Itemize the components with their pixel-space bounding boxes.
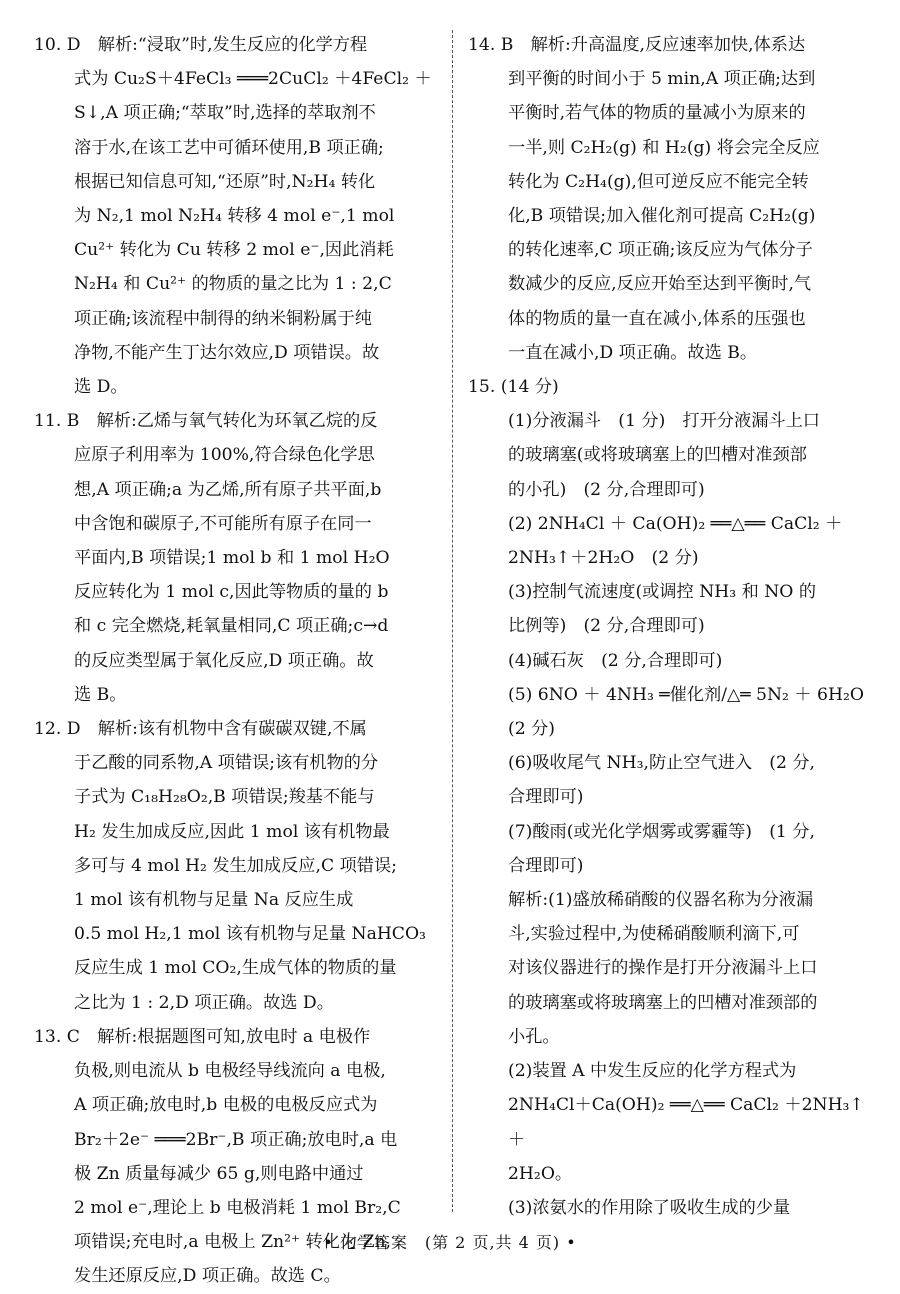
text-line: 小孔。 (508, 1026, 560, 1047)
right-column (468, 28, 866, 1225)
text-line: A 项正确;放电时,b 电极的电极反应式为 (74, 1095, 378, 1116)
text-line: 之比为 1 : 2,D 项正确。故选 D。 (74, 992, 334, 1013)
text-line: 到平衡的时间小于 5 min,A 项正确;达到 (508, 69, 816, 90)
text-line: H₂ 发生加成反应,因此 1 mol 该有机物最 (74, 821, 390, 842)
text-line: 合理即可) (508, 787, 584, 808)
text-line: 负极,则电流从 b 电极经导线流向 a 电极, (74, 1061, 386, 1082)
text-line: (2) 2NH₄Cl ＋ Ca(OH)₂ ══△══ CaCl₂ ＋ (508, 513, 843, 534)
text-line: 2NH₄Cl＋Ca(OH)₂ ══△══ CaCl₂ ＋2NH₃↑＋ (508, 1095, 864, 1150)
text-line: (6)吸收尾气 NH₃,防止空气进入 (2 分, (508, 753, 816, 774)
text-line: 平衡时,若气体的物质的量减小为原来的 (508, 103, 806, 124)
text-line: S↓,A 项正确;“萃取”时,选择的萃取剂不 (74, 103, 376, 124)
text-line: 多可与 4 mol H₂ 发生加成反应,C 项错误; (74, 855, 397, 876)
text-line: 2H₂O。 (508, 1163, 573, 1184)
text-line: 解析:(1)盛放稀硝酸的仪器名称为分液漏 (508, 890, 814, 911)
text-line: 中含饱和碳原子,不可能所有原子在同一 (74, 513, 372, 534)
text-line: (7)酸雨(或光化学烟雾或雾霾等) (1 分, (508, 821, 815, 842)
text-line: (3)浓氨水的作用除了吸收生成的少量 (508, 1197, 791, 1218)
text-line: 极 Zn 质量每减少 65 g,则电路中通过 (74, 1163, 364, 1184)
text-line: 10. D 解析:“浸取”时,发生反应的化学方程 (34, 35, 368, 55)
text-line: 化,B 项错误;加入催化剂可提高 C₂H₂(g) (508, 206, 816, 227)
text-line: N₂H₄ 和 Cu²⁺ 的物质的量之比为 1 : 2,C (74, 274, 392, 295)
text-line: 为 N₂,1 mol N₂H₄ 转移 4 mol e⁻,1 mol (74, 206, 395, 227)
text-line: 选 D。 (74, 377, 128, 398)
text-line: 数减少的反应,反应开始至达到平衡时,气 (508, 274, 812, 295)
text-line: 净物,不能产生丁达尔效应,D 项错误。故 (74, 342, 380, 363)
text-line: (2 分) (508, 719, 555, 740)
text-line: 斗,实验过程中,为使稀硝酸顺利滴下,可 (508, 924, 800, 945)
text-line: 14. B 解析:升高温度,反应速率加快,体系达 (468, 35, 806, 55)
text-line: 一半,则 C₂H₂(g) 和 H₂(g) 将会完全反应 (508, 137, 820, 158)
text-line: 12. D 解析:该有机物中含有碳碳双键,不属 (34, 719, 367, 740)
text-line: 11. B 解析:乙烯与氧气转化为环氧乙烷的反 (34, 411, 378, 432)
text-line: (5) 6NO ＋ 4NH₃ ═催化剂/△═ 5N₂ ＋ 6H₂O (508, 684, 864, 705)
text-line: 反应生成 1 mol CO₂,生成气体的物质的量 (74, 958, 397, 979)
left-column (34, 28, 432, 1294)
text-line: Br₂＋2e⁻ ═══2Br⁻,B 项正确;放电时,a 电 (74, 1129, 398, 1150)
text-line: 项正确;该流程中制得的纳米铜粉属于纯 (74, 308, 372, 329)
text-line: 合理即可) (508, 855, 584, 876)
text-line: 2 mol e⁻,理论上 b 电极消耗 1 mol Br₂,C (74, 1197, 401, 1218)
text-line: 比例等) (2 分,合理即可) (508, 616, 705, 637)
text-line: 子式为 C₁₈H₂₈O₂,B 项错误;羧基不能与 (74, 787, 375, 808)
text-line: 的转化速率,C 项正确;该反应为气体分子 (508, 240, 813, 261)
text-line: 对该仪器进行的操作是打开分液漏斗上口 (508, 958, 818, 979)
text-line: 的反应类型属于氧化反应,D 项正确。故 (74, 650, 374, 671)
text-line: 13. C 解析:根据题图可知,放电时 a 电极作 (34, 1026, 371, 1047)
column-divider (452, 30, 453, 1212)
text-line: 的小孔) (2 分,合理即可) (508, 479, 705, 500)
text-line: 15. (14 分) (468, 377, 559, 398)
text-line: Cu²⁺ 转化为 Cu 转移 2 mol e⁻,因此消耗 (74, 240, 394, 261)
page-footer: • 化学答案 (第 2 页,共 4 页) • (323, 1233, 577, 1252)
text-line: 式为 Cu₂S＋4FeCl₃ ═══2CuCl₂ ＋4FeCl₂ ＋ (74, 69, 432, 90)
text-line: 溶于水,在该工艺中可循环使用,B 项正确; (74, 137, 384, 158)
text-line: 2NH₃↑＋2H₂O (2 分) (508, 548, 699, 569)
text-line: 于乙酸的同系物,A 项错误;该有机物的分 (74, 753, 379, 774)
text-line: 的玻璃塞或将玻璃塞上的凹槽对准颈部的 (508, 992, 818, 1013)
text-line: (2)装置 A 中发生反应的化学方程式为 (508, 1061, 797, 1082)
text-line: (1)分液漏斗 (1 分) 打开分液漏斗上口 (508, 411, 820, 432)
text-line: 发生还原反应,D 项正确。故选 C。 (74, 1266, 341, 1287)
text-line: 体的物质的量一直在减小,体系的压强也 (508, 308, 806, 329)
text-line: 应原子利用率为 100%,符合绿色化学思 (74, 445, 375, 466)
text-line: 一直在减小,D 项正确。故选 B。 (508, 342, 758, 363)
text-line: 1 mol 该有机物与足量 Na 反应生成 (74, 890, 354, 911)
text-line: (3)控制气流速度(或调控 NH₃ 和 NO 的 (508, 582, 817, 603)
text-line: 根据已知信息可知,“还原”时,N₂H₄ 转化 (74, 171, 376, 192)
text-line: 选 B。 (74, 684, 127, 705)
text-line: 的玻璃塞(或将玻璃塞上的凹槽对准颈部 (508, 445, 807, 466)
text-line: 反应转化为 1 mol c,因此等物质的量的 b (74, 582, 389, 603)
text-line: (4)碱石灰 (2 分,合理即可) (508, 650, 723, 671)
text-line: 项错误;充电时,a 电极上 Zn²⁺ 转化为 Zn, (74, 1232, 392, 1253)
text-line: 和 c 完全燃烧,耗氧量相同,C 项正确;c→d (74, 616, 389, 637)
text-line: 想,A 项正确;a 为乙烯,所有原子共平面,b (74, 479, 382, 500)
text-line: 0.5 mol H₂,1 mol 该有机物与足量 NaHCO₃ (74, 924, 426, 945)
text-line: 平面内,B 项错误;1 mol b 和 1 mol H₂O (74, 548, 390, 569)
text-line: 转化为 C₂H₄(g),但可逆反应不能完全转 (508, 171, 809, 192)
